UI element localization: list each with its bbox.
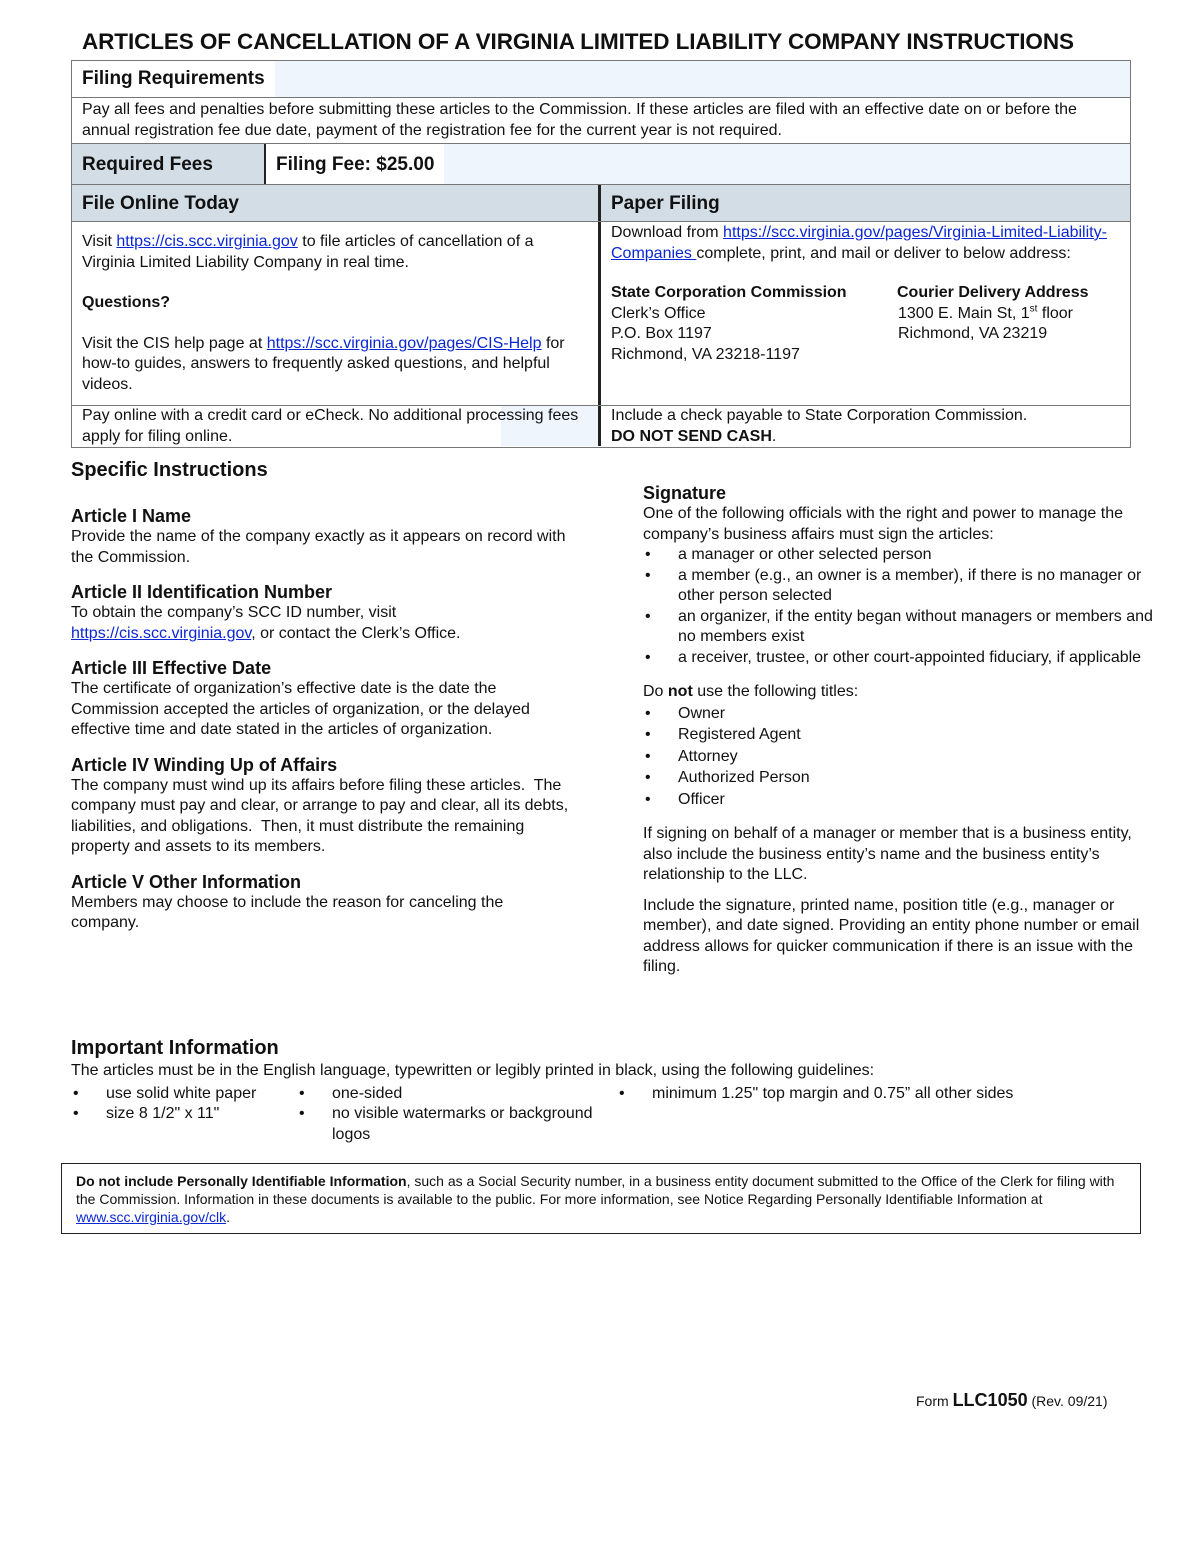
list-item: • use solid white paper — [71, 1084, 297, 1105]
courier-floor: floor — [1037, 304, 1073, 322]
paper-payment-note — [601, 406, 1130, 447]
file-online-heading: File Online Today — [72, 185, 601, 221]
specific-instructions — [71, 458, 571, 934]
guidelines-col — [71, 1084, 297, 1146]
article-heading: Article IV Winding Up of Affairs — [71, 754, 338, 775]
courier-street: 1300 E. Main St, 1 — [898, 304, 1030, 322]
llc-forms-link[interactable]: https://scc.virginia.gov/pages/Virginia-Limited-Liability-Companies — [611, 224, 1107, 262]
officials-list — [643, 545, 1153, 668]
courier-address — [897, 283, 1088, 365]
article-heading: Article V Other Information — [71, 871, 302, 892]
file-online-body — [72, 222, 601, 405]
addresses — [611, 283, 1120, 365]
clerk-link[interactable]: www.scc.virginia.gov/clk — [76, 1209, 227, 1225]
list-item: • Authorized Person — [643, 767, 1153, 789]
courier-address-line — [897, 304, 1088, 325]
questions-heading: Questions? — [82, 294, 171, 311]
business-entity-note: If signing on behalf of a manager or member that is a business entity, also include the business entity’s name and the business entity’s relationship to the LLC. — [643, 825, 1132, 883]
specific-instructions-heading: Specific Instructions — [71, 459, 268, 481]
mail-address-heading: State Corporation Commission — [611, 284, 847, 301]
not-prefix: Do — [643, 683, 668, 700]
courier-address-heading: Courier Delivery Address — [897, 284, 1089, 301]
signature-heading: Signature — [643, 483, 727, 503]
article-heading: Article III Effective Date — [71, 658, 272, 678]
cis-link[interactable]: https://cis.scc.virginia.gov — [116, 233, 298, 250]
form-revision: (Rev. 09/21) — [1027, 1393, 1108, 1409]
ordinal-suffix: st — [1029, 303, 1038, 315]
help-prefix: Visit the CIS help page at — [82, 334, 267, 352]
guidelines — [71, 1084, 1151, 1146]
file-online-visit — [82, 232, 588, 273]
cis-help-link[interactable]: https://scc.virginia.gov/pages/CIS-Help — [266, 334, 542, 352]
article-heading: Article I Name — [71, 506, 192, 526]
mail-address — [611, 283, 897, 365]
online-payment-text: Pay online with a credit card or eCheck. No additional processing fees apply for filing online. — [82, 407, 579, 445]
mail-address-line: P.O. Box 1197 — [611, 325, 712, 342]
list-item: • Attorney — [643, 746, 1153, 768]
paper-filing-body — [601, 222, 1130, 405]
article-body — [71, 603, 571, 644]
article-body: Members may choose to include the reason for canceling the company. — [71, 893, 504, 931]
download-text — [611, 223, 1120, 264]
important-information — [71, 1036, 1151, 1145]
list-item: • one-sided — [297, 1084, 617, 1105]
important-information-intro: The articles must be in the English language, typewritten or legibly printed in black, using the following guidelines: — [71, 1062, 875, 1079]
visit-prefix: Visit — [82, 233, 117, 250]
disallowed-titles-intro — [643, 682, 1153, 703]
article-body: The certificate of organization’s effective date is the date the Commission accepted the articles of organization, or the delayed effective time and date stated in the articles of organization. — [71, 680, 530, 738]
include-note: Include the signature, printed name, position title (e.g., manager or member), and date signed. Providing an entity phone number or email address allows for quicker communication if there is an issue with the filing. — [643, 896, 1140, 975]
list-item: • Owner — [643, 703, 1153, 725]
list-item: • a member (e.g., an owner is a member), if there is no manager or other person selected — [643, 566, 1153, 607]
cash-warning: DO NOT SEND CASH — [611, 427, 772, 445]
paper-filing-heading: Paper Filing — [611, 193, 720, 214]
list-item: • Officer — [643, 789, 1153, 811]
article-body: Provide the name of the company exactly as it appears on record with the Commission. — [71, 528, 566, 566]
article-heading: Article II Identification Number — [71, 582, 333, 602]
required-fees-label: Required Fees — [72, 144, 266, 184]
disallowed-titles-list — [643, 703, 1153, 811]
pii-notice-bold: Do not include Personally Identifiable Information — [76, 1173, 407, 1189]
list-item: • a manager or other selected person — [643, 545, 1153, 566]
not-emphasis: not — [667, 683, 693, 700]
form-number: LLC1050 — [952, 1390, 1028, 1410]
courier-address-line: Richmond, VA 23219 — [898, 325, 1048, 342]
filing-requirements-heading: Filing Requirements — [72, 61, 275, 97]
filing-requirements-header — [72, 61, 1130, 98]
document-title: ARTICLES OF CANCELLATION OF A VIRGINIA LIMITED LIABILITY COMPANY INSTRUCTIONS — [82, 29, 1074, 54]
signature-section — [643, 482, 1153, 978]
not-suffix: use the following titles: — [692, 683, 859, 700]
filing-fee-value: Filing Fee: $25.00 — [266, 144, 444, 184]
filing-methods-header — [72, 185, 1130, 222]
important-information-heading: Important Information — [71, 1037, 279, 1059]
signature-intro: One of the following officials with the right and power to manage the company’s business affairs must sign the articles: — [643, 505, 1123, 543]
list-item: • Registered Agent — [643, 724, 1153, 746]
download-prefix: Download from — [611, 224, 724, 241]
article-body-suffix: , or contact the Clerk’s Office. — [251, 624, 461, 642]
payment-row — [72, 406, 1130, 447]
filing-methods-body — [72, 222, 1130, 406]
cis-link[interactable]: https://cis.scc.virginia.gov — [71, 624, 252, 642]
list-item: • size 8 1/2" x 11" — [71, 1104, 297, 1125]
form-label: Form — [916, 1393, 953, 1409]
required-fees-value-cell — [266, 144, 1130, 184]
help-text — [82, 334, 588, 396]
list-item: • minimum 1.25" top margin and 0.75” all other sides — [617, 1084, 1013, 1105]
article-body: The company must wind up its affairs before filing these articles. The company must pay and clear, or arrange to pay and clear, all its debts, liabilities, and obligations. Then, it must distribute the remaining property and assets to its members. — [71, 776, 573, 855]
pii-notice-body: , such as a Social Security number, in a business entity document submitted to the Office of the Clerk for filing with the Commission. Information in these documents is available to the public. For more information, see Notice Regarding Personally Identifiable Information at — [76, 1173, 1115, 1207]
help-suffix: for how-to guides, answers to frequently asked questions, and helpful videos. — [82, 334, 565, 393]
filing-info-table — [71, 60, 1131, 448]
guidelines-col — [297, 1084, 617, 1146]
mail-address-line: Richmond, VA 23218-1197 — [611, 345, 800, 363]
list-item: • an organizer, if the entity began without managers or members and no members exist — [643, 607, 1153, 648]
check-payable-text: Include a check payable to State Corporation Commission. — [611, 407, 1028, 424]
list-item: • no visible watermarks or background logos — [297, 1104, 617, 1145]
download-suffix: complete, print, and mail or deliver to below address: — [696, 244, 1071, 262]
list-item: • a receiver, trustee, or other court-appointed fiduciary, if applicable — [643, 648, 1153, 669]
online-payment-note — [72, 406, 601, 446]
guidelines-col — [617, 1084, 1013, 1146]
visit-suffix: to file articles of cancellation of a Virginia Limited Liability Company in real time. — [82, 233, 534, 271]
required-fees-row — [72, 144, 1130, 185]
article-body-prefix: To obtain the company’s SCC ID number, visit — [71, 604, 397, 621]
cash-warning-end: . — [771, 427, 777, 445]
form-footer — [916, 1390, 1108, 1411]
pii-notice — [61, 1163, 1141, 1234]
pii-notice-end: . — [226, 1209, 231, 1225]
mail-address-line: Clerk’s Office — [611, 304, 706, 322]
filing-requirements-body: Pay all fees and penalties before submitting these articles to the Commission. If these articles are filed with an effective date on or before the annual registration fee due date, payment of the registration fee for the current year is not required. — [72, 98, 1130, 144]
